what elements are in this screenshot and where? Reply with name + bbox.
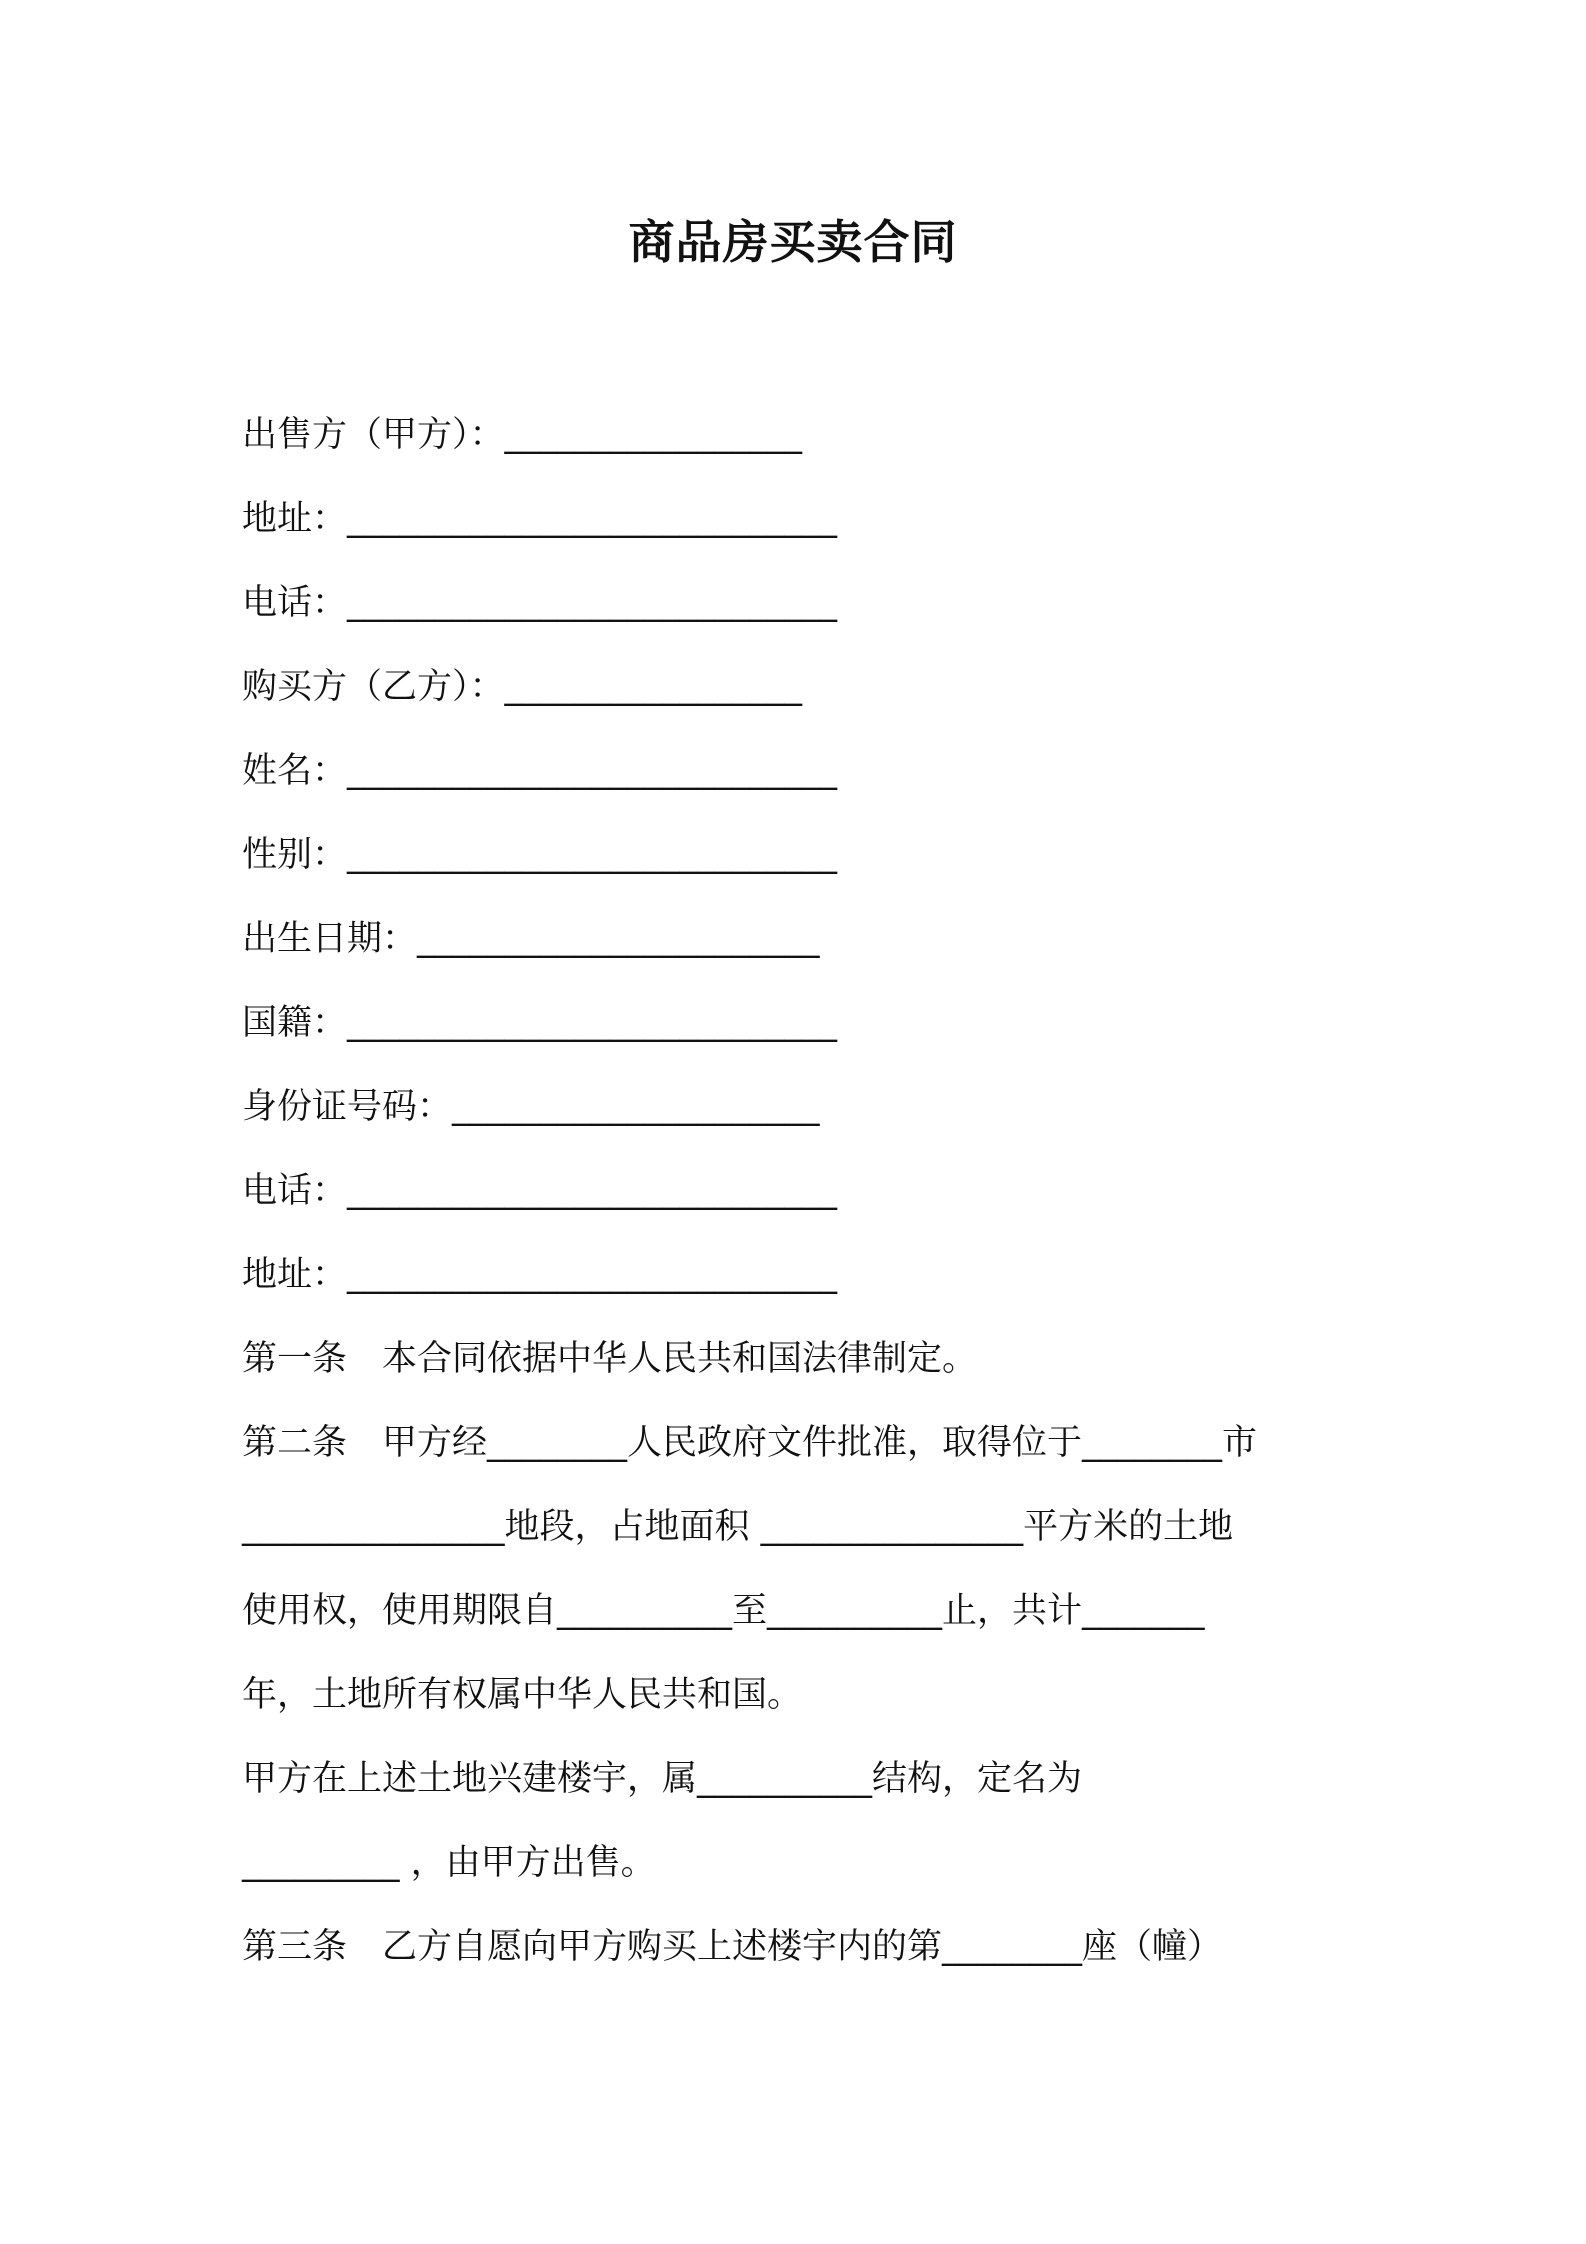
document-title: 商品房买卖合同 xyxy=(628,215,958,269)
seller-line: 出售方（甲方）：_________________ xyxy=(242,415,803,455)
buyer-birthdate-line: 出生日期：_______________________ xyxy=(242,919,820,959)
clause-2-line-2: _______________地段，占地面积 _______________平方米的土地 xyxy=(242,1507,1234,1547)
buyer-nationality-line: 国籍：____________________________ xyxy=(242,1003,838,1043)
seller-phone-line: 电话：____________________________ xyxy=(242,583,838,623)
buyer-phone-line: 电话：____________________________ xyxy=(242,1171,838,1211)
clause-2-line-4: 年，土地所有权属中华人民共和国。 xyxy=(242,1675,803,1715)
clause-2-line-5: 甲方在上述土地兴建楼宇，属__________结构，定名为 xyxy=(242,1759,1083,1799)
seller-address-line: 地址：____________________________ xyxy=(242,499,838,539)
buyer-id-number-line: 身份证号码：_____________________ xyxy=(242,1087,820,1127)
clause-2-line-3: 使用权，使用期限自__________至__________止，共计_______ xyxy=(242,1591,1205,1631)
clause-2-line-1: 第二条 甲方经________人民政府文件批准，取得位于________市 xyxy=(242,1423,1258,1463)
clause-3-line-1: 第三条 乙方自愿向甲方购买上述楼宇内的第________座（幢） xyxy=(242,1927,1223,1967)
buyer-line: 购买方（乙方）：_________________ xyxy=(242,667,803,707)
buyer-gender-line: 性别：____________________________ xyxy=(242,835,838,875)
clause-1: 第一条 本合同依据中华人民共和国法律制定。 xyxy=(242,1339,978,1379)
clause-2-line-6: _________ ，由甲方出售。 xyxy=(242,1843,656,1883)
buyer-address-line: 地址：____________________________ xyxy=(242,1255,838,1295)
buyer-name-line: 姓名：____________________________ xyxy=(242,751,838,791)
